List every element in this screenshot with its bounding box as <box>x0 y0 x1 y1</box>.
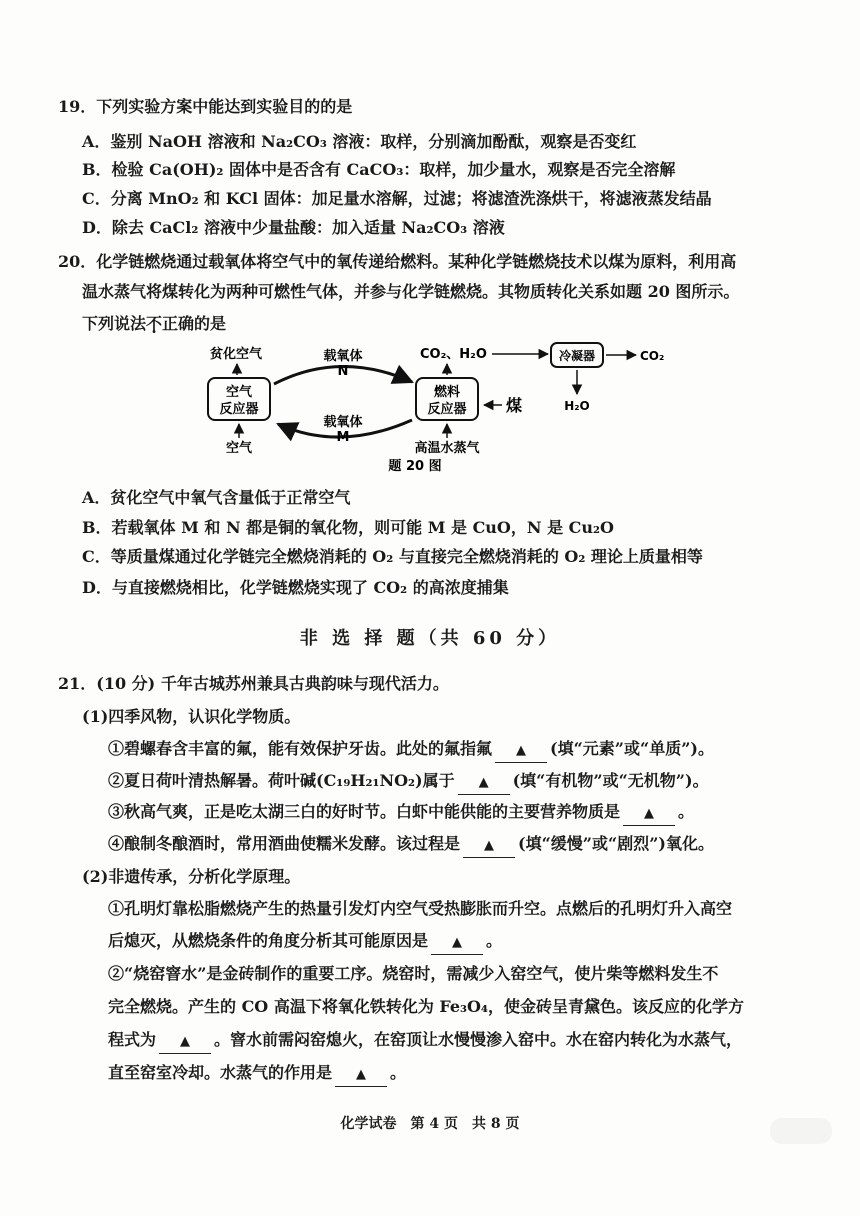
label-air-reactor-1: 空气 <box>225 385 253 400</box>
blank-triangle-icon: ▲ <box>478 775 489 790</box>
q20-option-a: A．贫化空气中氧气含量低于正常空气 <box>82 488 351 507</box>
label-air-reactor-2: 反应器 <box>219 402 259 417</box>
label-steam: 高温水蒸气 <box>414 441 480 456</box>
section-title: 非 选 择 题（共 60 分） <box>299 628 561 649</box>
page-footer: 化学试卷 第 4 页 共 8 页 <box>340 1116 520 1132</box>
blank-triangle-icon: ▲ <box>452 935 463 950</box>
label-coal: 煤 <box>506 396 523 415</box>
q21-p1-item3-text: ③秋高气爽，正是吃太湖三白的好时节。白虾中能供能的主要营养物质是 <box>108 802 621 821</box>
watermark-badge <box>770 1118 832 1144</box>
q21-p1-item1 <box>108 738 714 763</box>
q21-p2-item2-text-2: 直至窑室冷却。水蒸气的作用是 <box>108 1063 333 1082</box>
q20-stem-line3-post: 正确的是 <box>162 314 227 333</box>
blank-triangle-icon: ▲ <box>180 1034 191 1049</box>
label-fuel-reactor-1: 燃料 <box>433 385 461 400</box>
q21-p1-item3 <box>108 801 694 826</box>
q20-stem-line3 <box>82 313 226 335</box>
q21-p2-item2-line1: ②“烧窑窨水”是金砖制作的重要工序。烧窑时，需减少入窑空气，使片柴等燃料发生不 <box>108 964 719 983</box>
q21-p1-item2-text: ②夏日荷叶清热解暑。荷叶碱(C₁₉H₂₁NO₂)属于 <box>108 771 455 790</box>
figure-caption: 题 20 图 <box>388 459 442 472</box>
q19-option-a: A．鉴别 NaOH 溶液和 Na₂CO₃ 溶液：取样，分别滴加酚酞，观察是否变红 <box>82 132 637 151</box>
q21-p1-item4-hint: (填“缓慢”或“剧烈”)氧化。 <box>518 834 714 853</box>
q21-p2-item2-line2: 完全燃烧。产生的 CO 高温下将氧化铁转化为 Fe₃O₄，使金砖呈青黛色。该反应的化学方 <box>108 997 745 1016</box>
q21-p1-item1-text: ①碧螺春含丰富的氟，能有效保护牙齿。此处的氟指氟 <box>108 739 493 758</box>
q21-p1-item2-hint: (填“有机物”或“无机物”)。 <box>512 771 709 790</box>
answer-blank-4[interactable] <box>463 833 515 858</box>
q21-p2-item2-end: 。 <box>390 1063 407 1082</box>
answer-blank-5[interactable] <box>431 930 483 955</box>
q20-emphasis-not: 不 <box>146 314 163 333</box>
answer-blank-2[interactable] <box>458 770 510 795</box>
q21-p1-item2 <box>108 770 709 795</box>
q21-p1-item3-end: 。 <box>678 802 695 821</box>
q21-p2-item1-line1: ①孔明灯靠松脂燃烧产生的热量引发灯内空气受热膨胀而升空。点燃后的孔明灯升入高空 <box>108 899 733 918</box>
label-carrier-n-2: N <box>337 364 349 379</box>
q20-option-c: C．等质量煤通过化学链完全燃烧消耗的 O₂ 与直接完全燃烧消耗的 O₂ 理论上质量相等 <box>82 547 703 566</box>
blank-triangle-icon: ▲ <box>484 838 495 853</box>
answer-blank-7[interactable] <box>335 1062 387 1087</box>
answer-blank-3[interactable] <box>623 801 675 826</box>
q20-option-b: B．若载氧体 M 和 N 都是铜的氧化物，则可能 M 是 CuO，N 是 Cu₂O <box>82 518 614 537</box>
label-carrier-m-1: 载氧体 <box>323 415 363 430</box>
q21-p1-item1-hint: (填“元素”或“单质”)。 <box>550 739 714 758</box>
q21-p2-item2-cont: 。窨水前需闷窑熄火，在窑顶让水慢慢渗入窑中。水在窑内转化为水蒸气， <box>214 1030 743 1049</box>
label-carrier-n-1: 载氧体 <box>323 349 363 364</box>
q19-option-c: C．分离 MnO₂ 和 KCl 固体：加足量水溶解，过滤；将滤渣洗涤烘干，将滤液蒸发结晶 <box>82 189 712 208</box>
q20-option-d: D．与直接燃烧相比，化学链燃烧实现了 CO₂ 的高浓度捕集 <box>82 578 509 597</box>
q21-p2-item1-text: 后熄灭，从燃烧条件的角度分析其可能原因是 <box>108 931 429 950</box>
q21-p1-item4 <box>108 833 714 858</box>
blank-triangle-icon: ▲ <box>516 743 527 758</box>
label-depleted-air: 贫化空气 <box>210 347 263 362</box>
q19-stem: 19．下列实验方案中能达到实验目的的是 <box>58 97 353 116</box>
q20-stem-line2: 温水蒸气将煤转化为两种可燃性气体，并参与化学链燃烧。其物质转化关系如题 20 图所示。 <box>82 282 740 301</box>
q21-p2-item2-line4 <box>108 1062 406 1087</box>
q21-p2-item2-line3 <box>108 1029 742 1054</box>
q21-p2-item1-end: 。 <box>486 931 503 950</box>
blank-triangle-icon: ▲ <box>644 806 655 821</box>
label-fuel-reactor-2: 反应器 <box>427 402 467 417</box>
q21-p1-item4-text: ④酿制冬酿酒时，常用酒曲使糯米发酵。该过程是 <box>108 834 461 853</box>
q21-p2-item2-text: 程式为 <box>108 1030 157 1049</box>
q21-part1-title: (1)四季风物，认识化学物质。 <box>82 707 301 726</box>
q19-option-b: B．检验 Ca(OH)₂ 固体中是否含有 CaCO₃：取样，加少量水，观察是否完全溶解 <box>82 160 676 179</box>
answer-blank-6[interactable] <box>159 1029 211 1054</box>
q20-stem-line1: 20．化学链燃烧通过载氧体将空气中的氧传递给燃料。某种化学链燃烧技术以煤为原料，利用高 <box>58 252 737 271</box>
q21-p2-item1-line2 <box>108 930 502 955</box>
q19-option-d: D．除去 CaCl₂ 溶液中少量盐酸：加入适量 Na₂CO₃ 溶液 <box>82 218 505 237</box>
label-products: CO₂、H₂O <box>420 347 487 362</box>
q20-stem-line3-pre: 下列说法 <box>82 314 147 333</box>
label-air-inlet: 空气 <box>226 441 253 456</box>
answer-blank-1[interactable] <box>495 738 547 763</box>
label-co2-out: CO₂ <box>640 349 665 363</box>
q21-part2-title: (2)非遗传承，分析化学原理。 <box>82 867 301 886</box>
label-h2o-out: H₂O <box>564 399 590 413</box>
figure-20-diagram <box>190 340 710 472</box>
label-carrier-m-2: M <box>336 430 350 445</box>
blank-triangle-icon: ▲ <box>356 1067 367 1082</box>
label-condenser: 冷凝器 <box>558 349 596 363</box>
q21-stem: 21．(10 分) 千年古城苏州兼具古典韵味与现代活力。 <box>58 674 449 693</box>
